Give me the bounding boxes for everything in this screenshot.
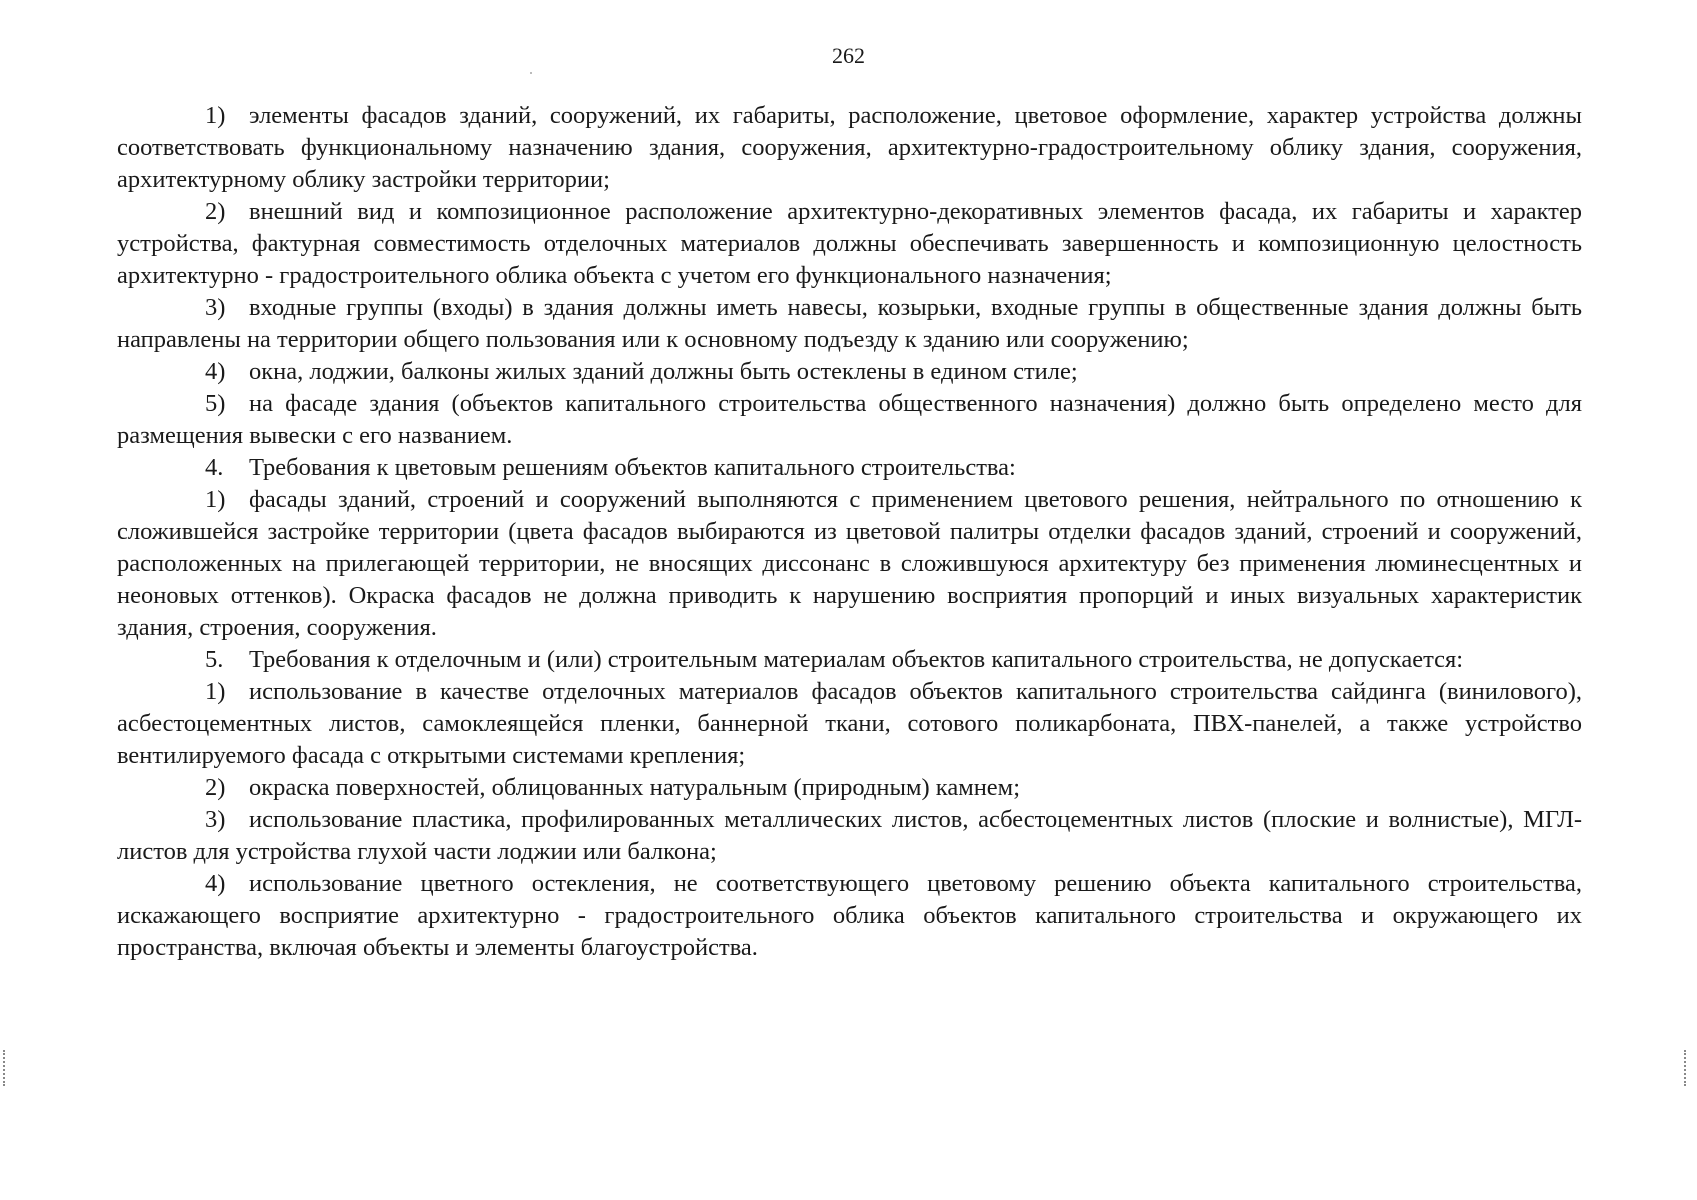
paragraph-text: использование пластика, профилированных металлических листов, асбестоцементных листов (плоские и волнистые), МГЛ-листов для устройства глухой части лоджии или балкона; [117,806,1582,865]
section-heading [117,452,1582,484]
section-heading [117,644,1582,676]
scan-speck [530,72,532,74]
paragraph-text: Требования к отделочным и (или) строительным материалам объектов капитального строительства, не допускается: [249,646,1464,673]
item-number: 1) [205,678,226,705]
paragraph [117,772,1582,804]
paragraph-text: на фасаде здания (объектов капитального строительства общественного назначения) должно быть определено место для размещения вывески с его названием. [117,390,1582,449]
scan-edge-mark [3,1050,13,1086]
paragraph [117,804,1582,868]
paragraph-text: использование в качестве отделочных материалов фасадов объектов капитального строительства сайдинга (винилового), асбестоцементных листов, самоклеящейся пленки, баннерной ткани, сотового поликарбоната, ПВХ-панелей, а также устройство вентилируемого фасада с открытыми системами крепления; [117,678,1582,769]
item-number: 1) [205,486,226,513]
paragraph-text: фасады зданий, строений и сооружений выполняются с применением цветового решения, нейтрального по отношению к сложившейся застройке территории (цвета фасадов выбираются из цветовой палитры отделки фасадов зданий, строений и сооружений, расположенных на прилегающей территории, не вносящих диссонанс в сложившуюся архитектуру без применения люминесцентных и неоновых оттенков). Окраска фасадов не должна приводить к нарушению восприятия пропорций и иных визуальных характеристик здания, строения, сооружения. [117,486,1582,641]
section-number: 4. [205,454,224,481]
paragraph-text: Требования к цветовым решениям объектов капитального строительства: [249,454,1016,481]
paragraph-text: внешний вид и композиционное расположение архитектурно-декоративных элементов фасада, их габариты и характер устройства, фактурная совместимость отделочных материалов должны обеспечивать завершенность и композиционную целостность архитектурно - градостроительного облика объекта с учетом его функционального назначения; [117,198,1582,289]
item-number: 2) [205,198,226,225]
paragraph-text: использование цветного остекления, не соответствующего цветовому решению объекта капитального строительства, искажающего восприятие архитектурно - градостроительного облика объектов капитального строительства и окружающего их пространства, включая объекты и элементы благоустройства. [117,870,1582,961]
paragraph [117,196,1582,292]
paragraph [117,388,1582,452]
paragraph [117,356,1582,388]
paragraph [117,100,1582,196]
paragraph [117,868,1582,964]
scan-edge-mark [1684,1050,1694,1086]
document-body [117,100,1582,964]
page-number: 262 [832,43,865,68]
section-number: 5. [205,646,224,673]
item-number: 5) [205,390,226,417]
paragraph [117,484,1582,644]
paragraph-text: входные группы (входы) в здания должны иметь навесы, козырьки, входные группы в общественные здания должны быть направлены на территории общего пользования или к основному подъезду к зданию или сооружению; [117,294,1582,353]
paragraph [117,292,1582,356]
item-number: 3) [205,294,226,321]
paragraph-text: окраска поверхностей, облицованных натуральным (природным) камнем; [249,774,1020,801]
item-number: 4) [205,870,226,897]
paragraph-text: окна, лоджии, балконы жилых зданий должны быть остеклены в едином стиле; [249,358,1078,385]
item-number: 1) [205,102,226,129]
item-number: 3) [205,806,226,833]
item-number: 2) [205,774,226,801]
paragraph-text: элементы фасадов зданий, сооружений, их габариты, расположение, цветовое оформление, характер устройства должны соответствовать функциональному назначению здания, сооружения, архитектурно-градостроительному облику здания, сооружения, архитектурному облику застройки территории; [117,102,1582,193]
paragraph [117,676,1582,772]
item-number: 4) [205,358,226,385]
